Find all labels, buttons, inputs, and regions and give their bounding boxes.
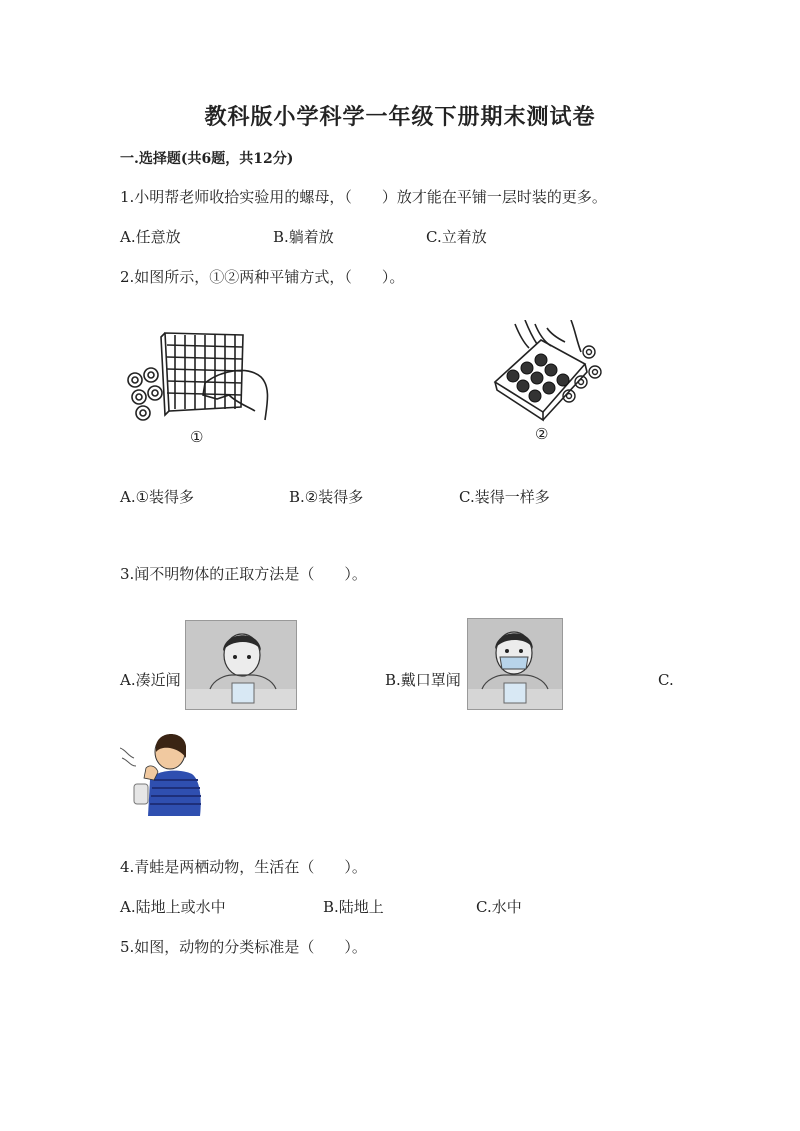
question-3-option-b[interactable]: B.戴口罩闻 [385, 671, 461, 689]
question-3-stem: 3.闻不明物体的正取方法是（ ）。 [120, 565, 367, 583]
page-title: 教科版小学科学一年级下册期末测试卷 [204, 104, 596, 130]
question-1-stem: 1.小明帮老师收拾实验用的螺母，（ ）放才能在平铺一层时装的更多。 [120, 188, 607, 206]
child-fanning-smell-image [120, 728, 205, 816]
question-2-option-c[interactable]: C.装得一样多 [459, 488, 550, 506]
question-3-option-c[interactable]: C. [658, 671, 674, 689]
figure-label-2: ② [535, 425, 549, 443]
question-2-option-a[interactable]: A.①装得多 [120, 488, 195, 506]
question-2-stem: 2.如图所示，①②两种平铺方式，（ ）。 [120, 268, 405, 286]
question-1-option-b[interactable]: B.躺着放 [273, 228, 334, 246]
boy-smelling-image [185, 620, 297, 710]
figure-label-1: ① [190, 428, 204, 446]
section-heading: 一.选择题(共6题，共12分) [120, 151, 294, 167]
question-4-stem: 4.青蛙是两栖动物，生活在（ ）。 [120, 858, 367, 876]
question-2-option-b[interactable]: B.②装得多 [289, 488, 364, 506]
question-4-option-c[interactable]: C.水中 [476, 898, 522, 916]
question-1-option-a[interactable]: A.任意放 [120, 228, 181, 246]
question-5-stem: 5.如图，动物的分类标准是（ ）。 [120, 938, 367, 956]
question-3-option-a[interactable]: A.凑近闻 [120, 671, 181, 689]
boy-mask-image [467, 618, 563, 710]
question-4-option-a[interactable]: A.陆地上或水中 [120, 898, 226, 916]
question-1-option-c[interactable]: C.立着放 [426, 228, 487, 246]
question-4-option-b[interactable]: B.陆地上 [323, 898, 384, 916]
tray-figure-2 [485, 320, 615, 430]
